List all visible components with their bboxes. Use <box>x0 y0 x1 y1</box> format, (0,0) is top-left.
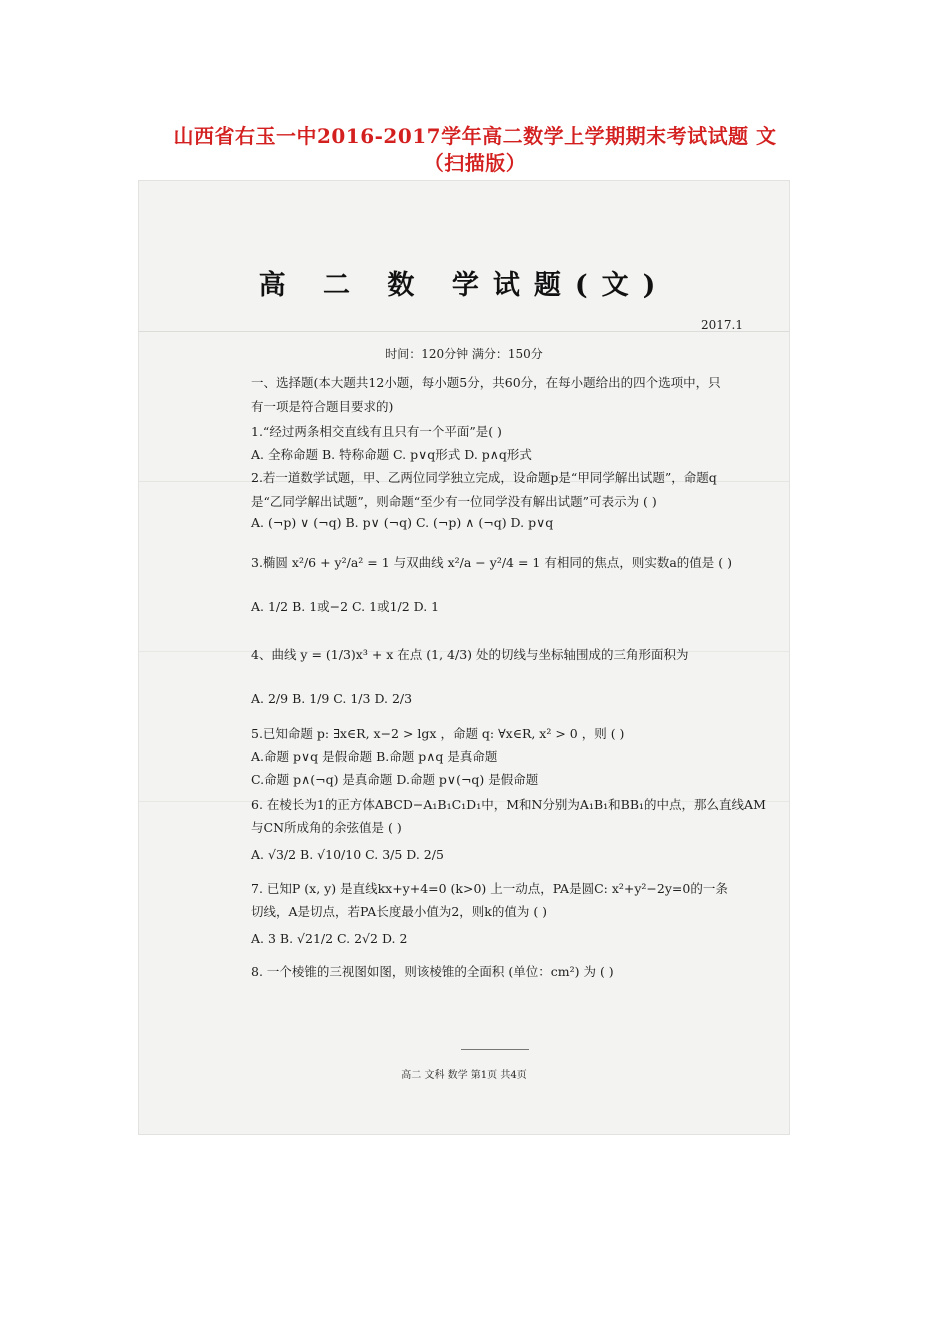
footer-rule <box>461 1049 529 1050</box>
section-header-cont: 有一项是符合题目要求的) <box>251 399 394 414</box>
document-title-line1: 山西省右玉一中2016-2017学年高二数学上学期期末考试试题 文 <box>173 124 777 148</box>
question-7: 7. 已知P (x, y) 是直线kx+y+4=0 (k>0) 上一动点，PA是圆C: x²+y²−2y=0的一条 <box>251 881 728 896</box>
question-2: 2.若一道数学试题，甲、乙两位同学独立完成，设命题p是“甲同学解出试题”，命题q <box>251 470 717 485</box>
question-1: 1.“经过两条相交直线有且只有一个平面”是( ) <box>251 424 502 439</box>
document-title-line2: （扫描版） <box>423 151 527 175</box>
question-2-options: A. (¬p) ∨ (¬q) B. p∨ (¬q) C. (¬p) ∧ (¬q) D. p∨q <box>251 515 554 530</box>
question-4-options: A. 2/9 B. 1/9 C. 1/3 D. 2/3 <box>251 691 413 706</box>
question-7-options: A. 3 B. √21/2 C. 2√2 D. 2 <box>251 931 408 946</box>
section-header: 一、选择题(本大题共12小题，每小题5分，共60分，在每小题给出的四个选项中，只 <box>251 375 721 390</box>
question-3: 3.椭圆 x²/6 + y²/a² = 1 与双曲线 x²/a − y²/4 = 1 有相同的焦点，则实数a的值是 ( ) <box>251 555 732 570</box>
question-8: 8. 一个棱锥的三视图如图，则该棱锥的全面积 (单位：cm²) 为 ( ) <box>251 964 614 979</box>
question-3-options: A. 1/2 B. 1或−2 C. 1或1/2 D. 1 <box>251 599 440 614</box>
question-6-options: A. √3/2 B. √10/10 C. 3/5 D. 2/5 <box>251 847 444 862</box>
scan-noise <box>139 331 789 332</box>
document-title <box>0 123 950 177</box>
exam-heading: 高 二 数 学试题(文) <box>258 270 670 301</box>
exam-date: 2017.1 <box>701 318 743 332</box>
exam-time-info: 时间：120分钟 满分：150分 <box>385 347 543 361</box>
question-6-cont: 与CN所成角的余弦值是 ( ) <box>251 820 402 835</box>
question-2-cont: 是“乙同学解出试题”，则命题“至少有一位同学没有解出试题”可表示为 ( ) <box>251 494 657 509</box>
question-7-cont: 切线，A是切点，若PA长度最小值为2，则k的值为 ( ) <box>251 904 548 919</box>
question-4: 4、曲线 y = (1/3)x³ + x 在点 (1, 4/3) 处的切线与坐标轴围成的三角形面积为 <box>251 647 689 662</box>
scanned-exam-page <box>138 180 790 1135</box>
question-6: 6. 在棱长为1的正方体ABCD−A₁B₁C₁D₁中，M和N分别为A₁B₁和BB₁的中点，那么直线AM <box>251 797 766 812</box>
page-footer: 高二 文科 数学 第1页 共4页 <box>401 1070 527 1081</box>
question-5-options-cd: C.命题 p∧(¬q) 是真命题 D.命题 p∨(¬q) 是假命题 <box>251 772 539 787</box>
question-1-options: A. 全称命题 B. 特称命题 C. p∨q形式 D. p∧q形式 <box>251 447 532 462</box>
question-5-options-ab: A.命题 p∨q 是假命题 B.命题 p∧q 是真命题 <box>251 749 498 764</box>
question-5: 5.已知命题 p: ∃x∈R, x−2 > lgx ，命题 q: ∀x∈R, x² > 0 ，则 ( ) <box>251 726 625 741</box>
